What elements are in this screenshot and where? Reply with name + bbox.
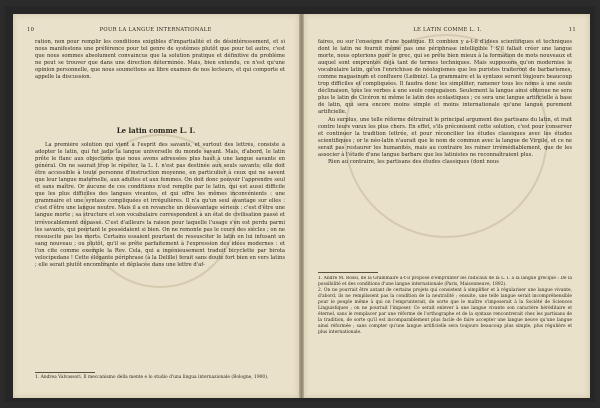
left-page [13, 14, 299, 398]
right-footnotes [318, 276, 572, 394]
scan-background [5, 6, 595, 402]
right-paragraph-2: Au surplus, une telle réforme détruirait le principal argument des partisans du latin, et irait contre leurs vœux les plus chers. En effet, s'ils préconisent cette solution, c'est pour conserver et continuer la tradition lettrée, et pour réconcilier les études classiques avec les études scientifiques ; or le néo-latin n'aurait que le nom de commun avec la langue de Virgile, et ce ne serait pas restaurer les humanités, mais au contraire les ruiner irrémédiablement, que de les associer à l'étude d'une langue barbare que les latinistes ne reconnaîtraient plus. [318, 116, 572, 158]
section-title: Le latin comme L. I. [116, 126, 196, 135]
intro-block [35, 39, 285, 113]
right-main-text-block [318, 39, 572, 269]
left-footnote [35, 375, 285, 381]
left-page-number: 10 [27, 26, 35, 33]
right-page [304, 14, 590, 398]
footnote-divider [35, 372, 95, 373]
left-footnote-text: 1. Andrea Valvassori, Il meccanismo della mente e lo studio d'una lingua internazionale (Bologne, 1900). [35, 375, 269, 380]
main-text-block [35, 142, 285, 368]
right-page-number: 11 [568, 26, 576, 33]
main-paragraph: La première solution qui vient à l'esprit des savants, et surtout des lettrés, consiste à adopter le latin, qui fut jadis la langue universelle du monde savant. Mais, d'abord, le latin prête le flanc aux objections que nous avons adressées plus haut à une langue savante en général. On ne saurait trop le répéter, la L. I. n'est pas destinée aux seuls savants; elle doit être accessible à toute personne d'instruction moyenne, en particulier à ceux qui ne savent que leur langue maternelle, aux adultes et aux femmes. On doit donc pouvoir l'apprendre seul et sans maître. Or aucune de ces conditions n'est remplie par le latin, qui est aussi difficile que les plus difficiles des langues vivantes, et qui offre les mêmes inconvénients : une grammaire et une syntaxe compliquées et irrégulières. Il n'a qu'un seul avantage sur elles : c'est d'être une langue neutre. Mais il a en revanche un désavantage sérieux : c'est d'être une langue morte ; sa structure et son vocabulaire correspondent à un état de civilisation passé et irrévocablement dépassé. C'est d'ailleurs la raison pour laquelle l'usage s'en est perdu parmi les savants, qui pourtant le possédaient si bien. On ne remonte pas le cours des siècles ; on ne ressuscite pas les morts. Certains essaient pourtant de ressusciter le latin en lui infusant un sang nouveau ; ou plutôt, qu'il se prête parfaitement à l'expression des idées modernes : et l'on cite comme exemple la Rev. Cela, qui a ingénieusement traduit bicyclette par birota velocipedans ! Cette élégante périphrase (à la Delille) ferait sans doute fort bien en vers latins ; elle serait plutôt encombrante et déplacée dans une lettre d'af- [35, 142, 285, 268]
right-footnote-2: 2. On ne pourrait être autant de certains projets qui consistent à simplifier et à régulariser une langue vivante, d'abord, ils ne remplissent pas la condition de la neutralité ; ensuite, une telle langue serait incompréhensible pour le peuple même à qui on l'emprunterait, de sorte que le maître s'imposerait à la Société de Sciences Linguistiques ; on ne pourrait l'imposer. Ce serait enlever à une langue vivante son caractère héréditaire et éternel, sans le remplacer par une réforme de l'orthographe et de la syntaxe rencontrerait chez les partisans de la tradition, de sorte qu'il est incomparablement plus facile de faire accepter une langue neuve qu'une langue ainsi réformée ; sans compter qu'une langue artificielle sera toujours beaucoup plus simple, plus régulière et plus internationale. [318, 288, 572, 335]
right-running-head: LE LATIN COMME L. I. [413, 26, 482, 33]
right-paragraph-1: faires, ou sur l'enseigne d'une boutique. Et combien y a-t-il d'idées scientifiques et techniques dont le latin ne fournit même pas une périphrase intelligible ! S'il fallait créer une langue morte, nous opterions pour le grec, qui se prête bien mieux à la formation de mots nouveaux et auquel sont empruntés déjà tant de termes techniques. Mais supposons qu'on modernise le vocabulaire latin, qu'on l'enrichisse de néologismes que les puristes traiteront de barbarismes, comme magasinum et confluere (Leibniz). La grammaire et la syntaxe seront toujours beaucoup trop difficiles et compliquées. Il faudra donc les simplifier, ramener tous les noms à une seule déclinaison, tous les verbes à une seule conjugaison. Seulement la langue ainsi obtenue ne sera plus le latin de Cicéron ni même le latin des scolastiques ; ce sera une langue artificielle à base de latin, qui sera encore moins simple et moins internationale qu'une langue purement artificielle. [318, 39, 572, 116]
right-footnote-1: 1. André M. Rossi, de la Grammaire a-t-il proposé d'emprunter les radicaux de la L. I. à la langue grecque : De la possibilité et des conditions d'une langue internationale (Paris, Maisonneuve, 1892). [318, 276, 572, 287]
right-page-header [318, 25, 576, 34]
footnote-divider [318, 272, 378, 273]
left-running-head: POUR LA LANGUE INTERNATIONALE [99, 26, 212, 33]
intro-paragraph: ration, non pour remplir les conditions exigibles d'impartialité et de désintéressement, et si nous manifestons une préférence pour tel genre de systèmes plutôt que pour tel autre, c'est que nous sommes absolument convaincus que la solution pratique et définitive du problème ne peut se trouver que dans une direction déterminée. Mais, bien entendu, ce n'est qu'une opinion personnelle, que nous soumettons au libre examen de nos lecteurs, et qui comporte et appelle la discussion. [35, 39, 285, 81]
left-page-header [27, 25, 285, 34]
right-paragraph-3: Rien au contraire, les partisans des études classiques (dont nous [328, 158, 499, 165]
